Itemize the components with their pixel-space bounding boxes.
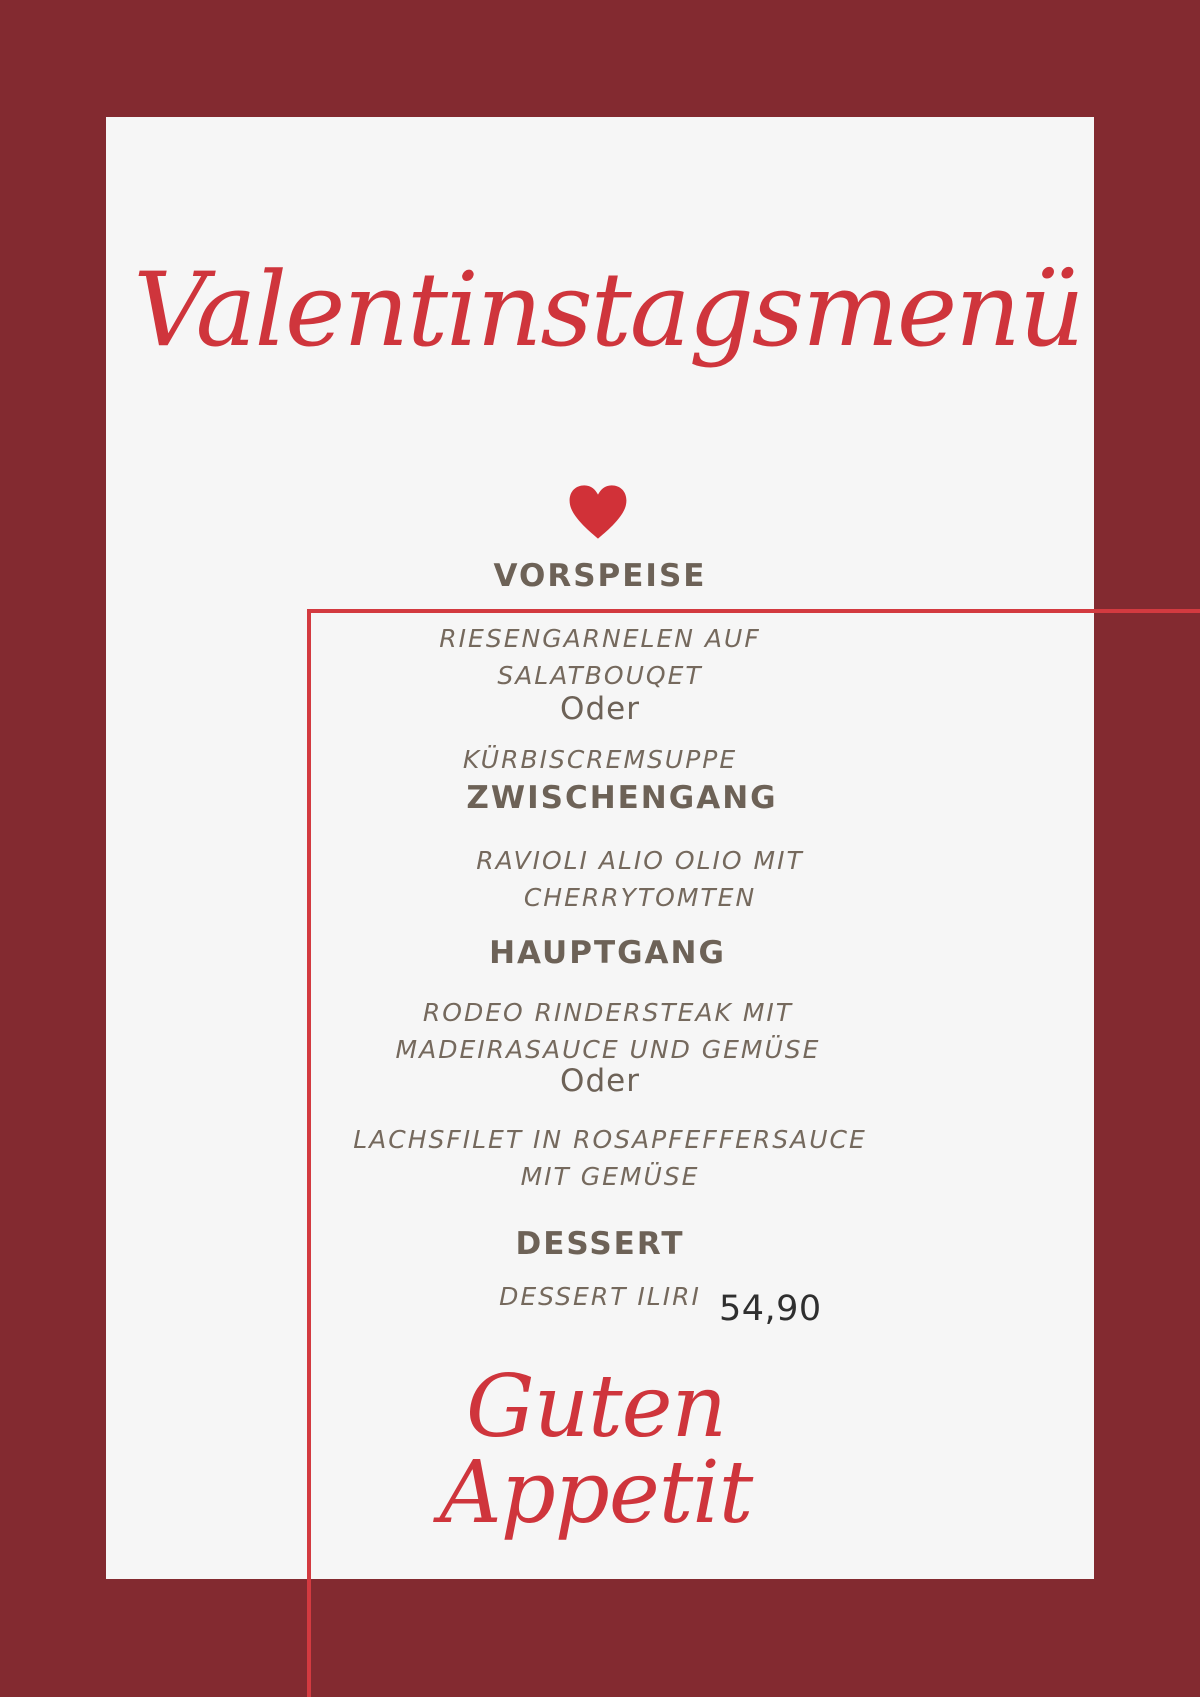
closing-text: Guten Appetit	[439, 1357, 753, 1543]
menu-price: 54,90	[719, 1289, 822, 1329]
section-heading-zwischengang: ZWISCHENGANG	[466, 780, 778, 816]
dish-riesengarnelen	[380, 620, 820, 694]
dish-line: RODEO RINDERSTEAK MIT	[422, 998, 794, 1027]
section-heading-dessert: DESSERT	[515, 1226, 685, 1262]
oder-label: Oder	[560, 1063, 640, 1099]
dish-lachsfilet	[330, 1121, 890, 1195]
dish-dessert-iliri	[480, 1278, 720, 1315]
dish-line: MIT GEMÜSE	[520, 1162, 700, 1191]
dish-line: SALATBOUQET	[497, 661, 703, 690]
section-heading-vorspeise: VORSPEISE	[493, 558, 707, 594]
decorative-vertical-line	[307, 609, 311, 1697]
heart-icon	[567, 484, 629, 540]
dish-line: DESSERT ILIRI	[499, 1282, 701, 1311]
dish-rodeo-rindersteak	[338, 994, 878, 1068]
dish-line: RAVIOLI ALIO OLIO MIT	[476, 846, 804, 875]
dish-line: RIESENGARNELEN AUF	[439, 624, 761, 653]
decorative-horizontal-line	[307, 609, 1200, 613]
dish-kuerbiscremsuppe	[420, 741, 780, 778]
section-heading-hauptgang: HAUPTGANG	[489, 935, 726, 971]
dish-line: KÜRBISCREMSUPPE	[462, 745, 738, 774]
dish-line: MADEIRASAUCE UND GEMÜSE	[395, 1035, 821, 1064]
dish-line: CHERRYTOMTEN	[523, 883, 757, 912]
oder-label: Oder	[560, 691, 640, 727]
dish-line: LACHSFILET IN ROSAPFEFFERSAUCE	[353, 1125, 867, 1154]
menu-title: Valentinstagsmenü	[133, 251, 1083, 370]
dish-ravioli	[420, 842, 860, 916]
